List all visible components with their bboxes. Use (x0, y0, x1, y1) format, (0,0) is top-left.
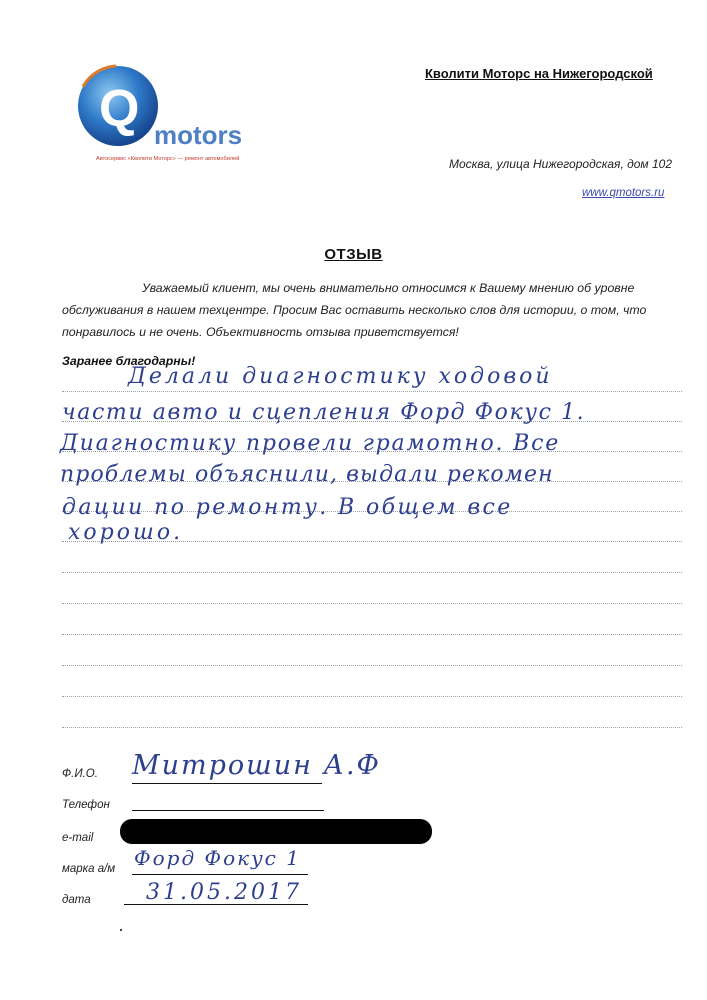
writing-line (62, 727, 682, 728)
writing-line (62, 603, 682, 604)
review-line: хорошо. (68, 520, 184, 545)
qmotors-logo (74, 62, 264, 172)
name-value: Митрошин А.Ф (132, 750, 381, 781)
company-address: Москва, улица Нижегородская, дом 102 (449, 157, 673, 171)
phone-field-line (132, 810, 324, 811)
date-value: 31.05.2017 (146, 880, 302, 905)
company-name: Кволити Моторс на Нижегородской (425, 66, 653, 81)
logo-tagline: Автосервис «Кволити Моторс» — ремонт автомобилей (96, 156, 240, 162)
writing-line (62, 634, 682, 635)
email-redaction (120, 819, 432, 844)
writing-line (62, 572, 682, 573)
review-line: части авто и сцепления Форд Фокус 1. (62, 400, 586, 425)
intro-paragraph: Уважаемый клиент, мы очень внимательно относимся к Вашему мнению об уровне обслуживания в нашем техцентре. Просим Вас оставить несколько слов для истории, о том, что понравилось и не очень. Объективность отзыва приветствуется! (62, 281, 647, 339)
document-title: ОТЗЫВ (324, 246, 383, 263)
car-label: марка а/м (62, 863, 116, 875)
writing-line (62, 665, 682, 666)
review-line: Делали диагностику ходовой (128, 364, 553, 389)
writing-line (62, 696, 682, 697)
logo-text: motors (154, 120, 243, 150)
company-website-link[interactable]: www.qmotors.ru (582, 187, 665, 199)
date-field-line (124, 904, 308, 905)
review-line: Диагностику провели грамотно. Все (60, 431, 561, 456)
car-value: Форд Фокус 1 (134, 846, 301, 870)
email-label: e-mail (62, 832, 94, 844)
scan-speck (120, 929, 122, 931)
thanks-text: Заранее благодарны! (62, 354, 196, 368)
date-label: дата (62, 894, 91, 906)
car-field-line (132, 874, 308, 875)
phone-label: Телефон (62, 799, 110, 811)
name-label: Ф.И.О. (62, 768, 98, 780)
logo-letter: Q (99, 80, 140, 138)
writing-line (62, 391, 682, 392)
name-field-line (132, 783, 322, 784)
review-line: проблемы объяснили, выдали рекомен (60, 462, 554, 487)
review-line: дации по ремонту. В общем все (62, 495, 513, 520)
